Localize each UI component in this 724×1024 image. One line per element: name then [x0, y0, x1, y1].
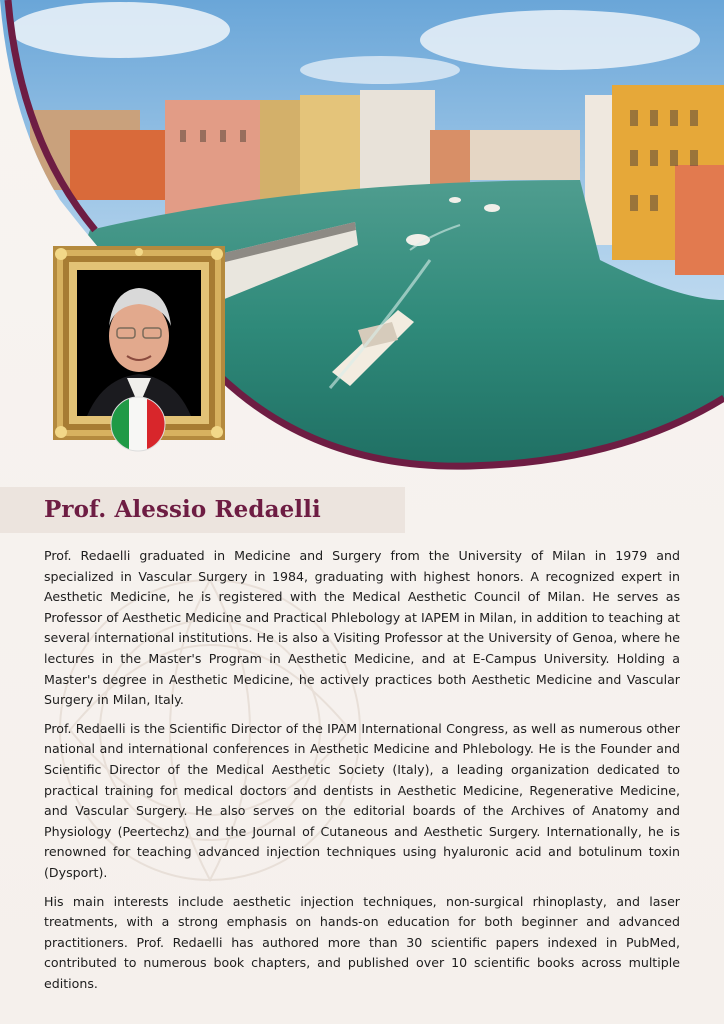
bio-paragraph-1: Prof. Redaelli graduated in Medicine and Surgery from the University of Milan in 1979 and specialized in Vascular Surgery in 1984, graduating with highest honors. A recognized expert in Aesthetic Medicine, he is registered with the Medical Aesthetic Council of Milan. He serves as Professor of Aesthetic Medicine and Practical Phlebology at IAPEM in Milan, in addition to teaching at several international institutions. He is also a Visiting Professor at the University of Genoa, where he lectures in the Master's Program in Aesthetic Medicine, and at E-Campus University. Holding a Master's degree in Aesthetic Medicine, he actively practices both Aesthetic Medicine and Vascular Surgery in Milan, Italy.	[44, 548, 680, 708]
bio-paragraph-3: His main interests include aesthetic injection techniques, non-surgical rhinoplasty, and laser treatments, with a strong emphasis on hands-on education for both beginner and advanced practitioners. Prof. Redaelli has authored more than 30 scientific papers indexed in PubMed, contributed to numerous book chapters, and published over 10 scientific books across multiple editions.	[44, 893, 680, 991]
profile-name: Prof. Alessio Redaelli	[44, 496, 321, 523]
bio-paragraph-2: Prof. Redaelli is the Scientific Director of the IPAM International Congress, as well as numerous other national and international conferences in Aesthetic Medicine and Phlebology. He is the Founder and Scientific Director of the Medical Aesthetic Society (Italy), a leading organization dedicated to practical training for medical doctors and dentists in Aesthetic Medicine, Regenerative Medicine, and Vascular Surgery. He also serves on the editorial boards of the Archives of Anatomy and Physiology (Peertechz) and the Journal of Cutaneous and Aesthetic Surgery. Internationally, he is renowned for teaching advanced injection techniques using hyaluronic acid and botulinum toxin (Dysport).	[44, 720, 680, 880]
italy-flag-icon	[110, 396, 166, 452]
bio-section	[44, 546, 680, 1002]
